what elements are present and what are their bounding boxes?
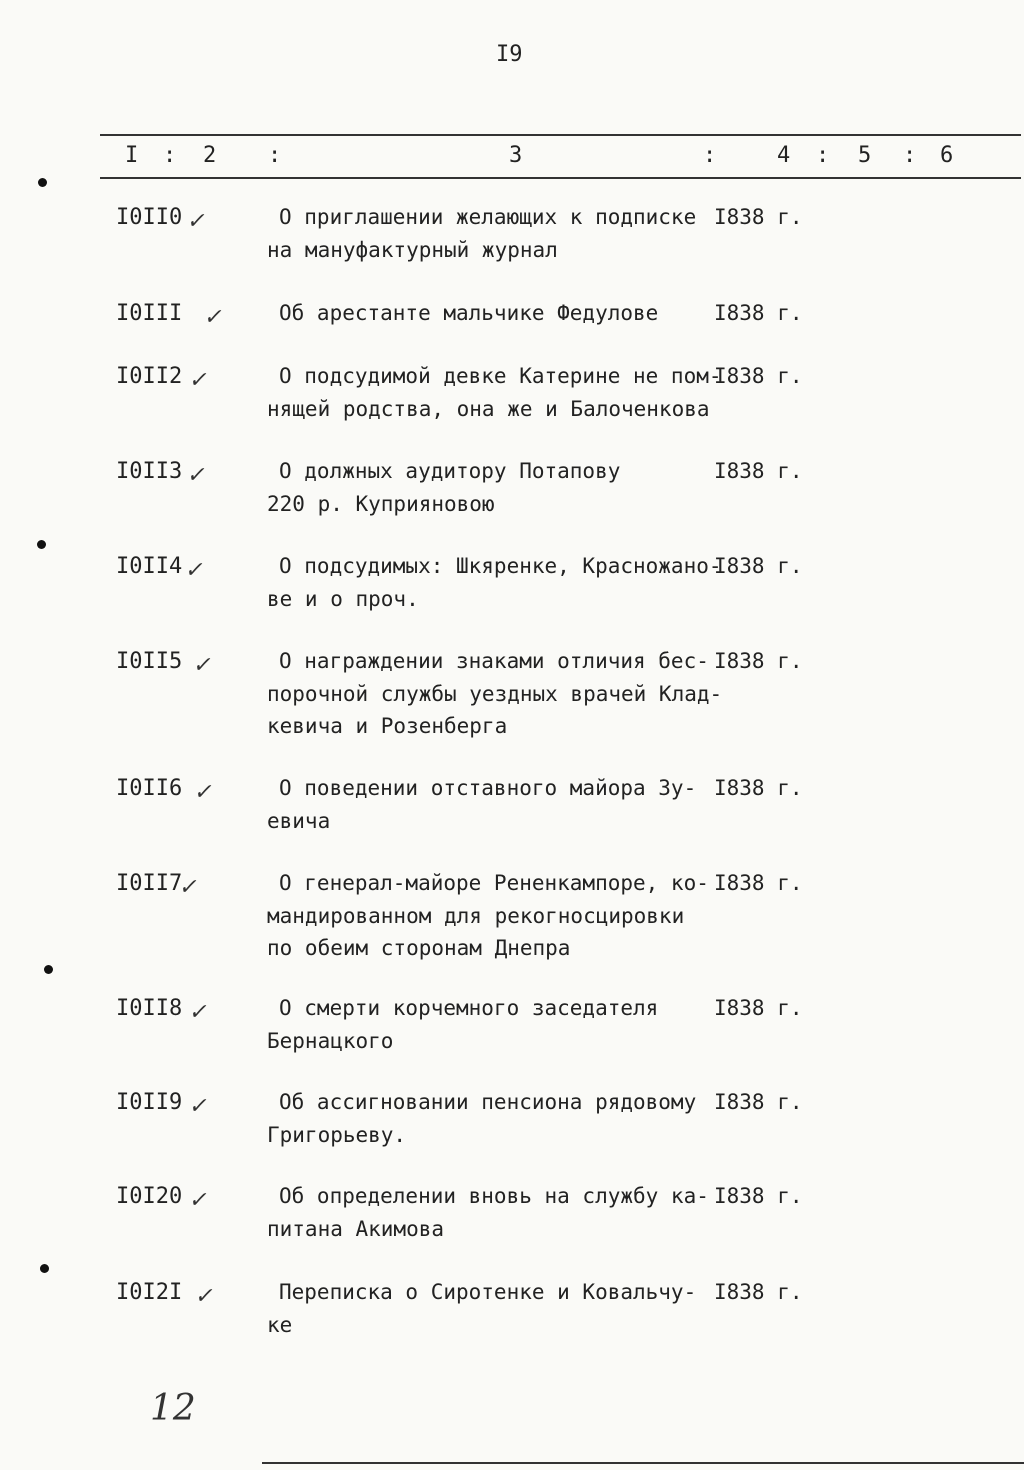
- entry-year: I838 г.: [714, 364, 803, 388]
- checkmark-icon: ✓: [187, 1094, 212, 1119]
- entry-year: I838 г.: [714, 1184, 803, 1208]
- entry-year: I838 г.: [714, 996, 803, 1020]
- column-separator: :: [903, 143, 917, 168]
- entry-number: I0II3: [116, 459, 183, 484]
- entry-title-continued: Григорьеву.: [267, 1123, 407, 1147]
- header-bottom-rule: [100, 177, 1021, 179]
- entry-title: О должных аудитору Потапову: [279, 459, 621, 483]
- entry-title-continued: ве и о проч.: [267, 587, 419, 611]
- entry-year: I838 г.: [714, 1090, 803, 1114]
- column-6-header: 6: [940, 143, 954, 168]
- column-separator: :: [268, 143, 282, 168]
- entry-year: I838 г.: [714, 459, 803, 483]
- punch-hole: [44, 965, 53, 974]
- entry-title: О награждении знаками отличия бес-: [279, 649, 709, 673]
- entry-title-continued: нящей родства, она же и Балоченкова: [267, 397, 710, 421]
- checkmark-icon: ✓: [193, 1284, 218, 1309]
- entry-number: I0II0: [116, 205, 183, 230]
- punch-hole: [38, 178, 47, 187]
- checkmark-icon: ✓: [192, 780, 217, 805]
- entry-year: I838 г.: [714, 554, 803, 578]
- checkmark-icon: ✓: [187, 1000, 212, 1025]
- entry-title: О подсудимой девке Катерине не пом-: [279, 364, 722, 388]
- bottom-edge-line: [262, 1462, 1024, 1464]
- entry-title: Об ассигновании пенсиона рядовому: [279, 1090, 697, 1114]
- checkmark-icon: ✓: [185, 209, 210, 234]
- entry-number: I0II7: [116, 871, 183, 896]
- entry-number: I0III: [116, 301, 183, 326]
- entry-number: I0II4: [116, 554, 183, 579]
- checkmark-icon: ✓: [183, 558, 208, 583]
- entry-title-continued: по обеим сторонам Днепра: [267, 936, 571, 960]
- entry-number: I0II6: [116, 776, 183, 801]
- entry-title: О смерти корчемного заседателя: [279, 996, 659, 1020]
- entry-title-continued: порочной службы уездных врачей Клад-: [267, 682, 723, 706]
- checkmark-icon: ✓: [177, 875, 202, 900]
- entry-title-continued: ке: [267, 1313, 293, 1337]
- entry-title-continued: евича: [267, 809, 331, 833]
- checkmark-icon: ✓: [185, 463, 210, 488]
- column-5-header: 5: [858, 143, 872, 168]
- entry-title-continued: мандированном для рекогносцировки: [267, 904, 685, 928]
- punch-hole: [40, 1264, 49, 1273]
- entry-number: I0II9: [116, 1090, 183, 1115]
- entry-number: I0II2: [116, 364, 183, 389]
- column-separator: :: [163, 143, 177, 168]
- entry-number: I0II8: [116, 996, 183, 1021]
- entry-number: I0I2I: [116, 1280, 183, 1305]
- column-2-header: 2: [203, 143, 217, 168]
- checkmark-icon: ✓: [187, 1188, 212, 1213]
- column-4-header: 4: [777, 143, 791, 168]
- entry-title-continued: 220 р. Куприяновою: [267, 492, 495, 516]
- entry-title-continued: питана Акимова: [267, 1217, 445, 1241]
- checkmark-icon: ✓: [191, 653, 216, 678]
- entry-year: I838 г.: [714, 1280, 803, 1304]
- header-top-rule: [100, 134, 1021, 136]
- column-separator: :: [703, 143, 717, 168]
- column-1-header: I: [125, 143, 139, 168]
- entry-year: I838 г.: [714, 776, 803, 800]
- checkmark-icon: ✓: [187, 368, 212, 393]
- entry-title-continued: на мануфактурный журнал: [267, 238, 558, 262]
- entry-year: I838 г.: [714, 871, 803, 895]
- entry-title-continued: кевича и Розенберга: [267, 714, 508, 738]
- entry-title: О поведении отставного майора Зу-: [279, 776, 697, 800]
- handwritten-sheet-number: 12: [150, 1388, 196, 1429]
- column-separator: :: [816, 143, 830, 168]
- entry-number: I0I20: [116, 1184, 183, 1209]
- entry-title: Об арестанте мальчике Федулове: [279, 301, 659, 325]
- entry-number: I0II5: [116, 649, 183, 674]
- checkmark-icon: ✓: [202, 305, 227, 330]
- entry-title: Переписка о Сиротенке и Ковальчу-: [279, 1280, 697, 1304]
- column-3-header: 3: [509, 143, 523, 168]
- entry-title: О подсудимых: Шкяренке, Красножано-: [279, 554, 722, 578]
- entry-year: I838 г.: [714, 301, 803, 325]
- entry-title-continued: Бернацкого: [267, 1029, 394, 1053]
- entry-title: О генерал-майоре Рененкампоре, ко-: [279, 871, 709, 895]
- entry-year: I838 г.: [714, 649, 803, 673]
- punch-hole: [37, 540, 46, 549]
- entry-year: I838 г.: [714, 205, 803, 229]
- entry-title: О приглашении желающих к подписке: [279, 205, 697, 229]
- page-number: I9: [496, 42, 523, 67]
- entry-title: Об определении вновь на службу ка-: [279, 1184, 709, 1208]
